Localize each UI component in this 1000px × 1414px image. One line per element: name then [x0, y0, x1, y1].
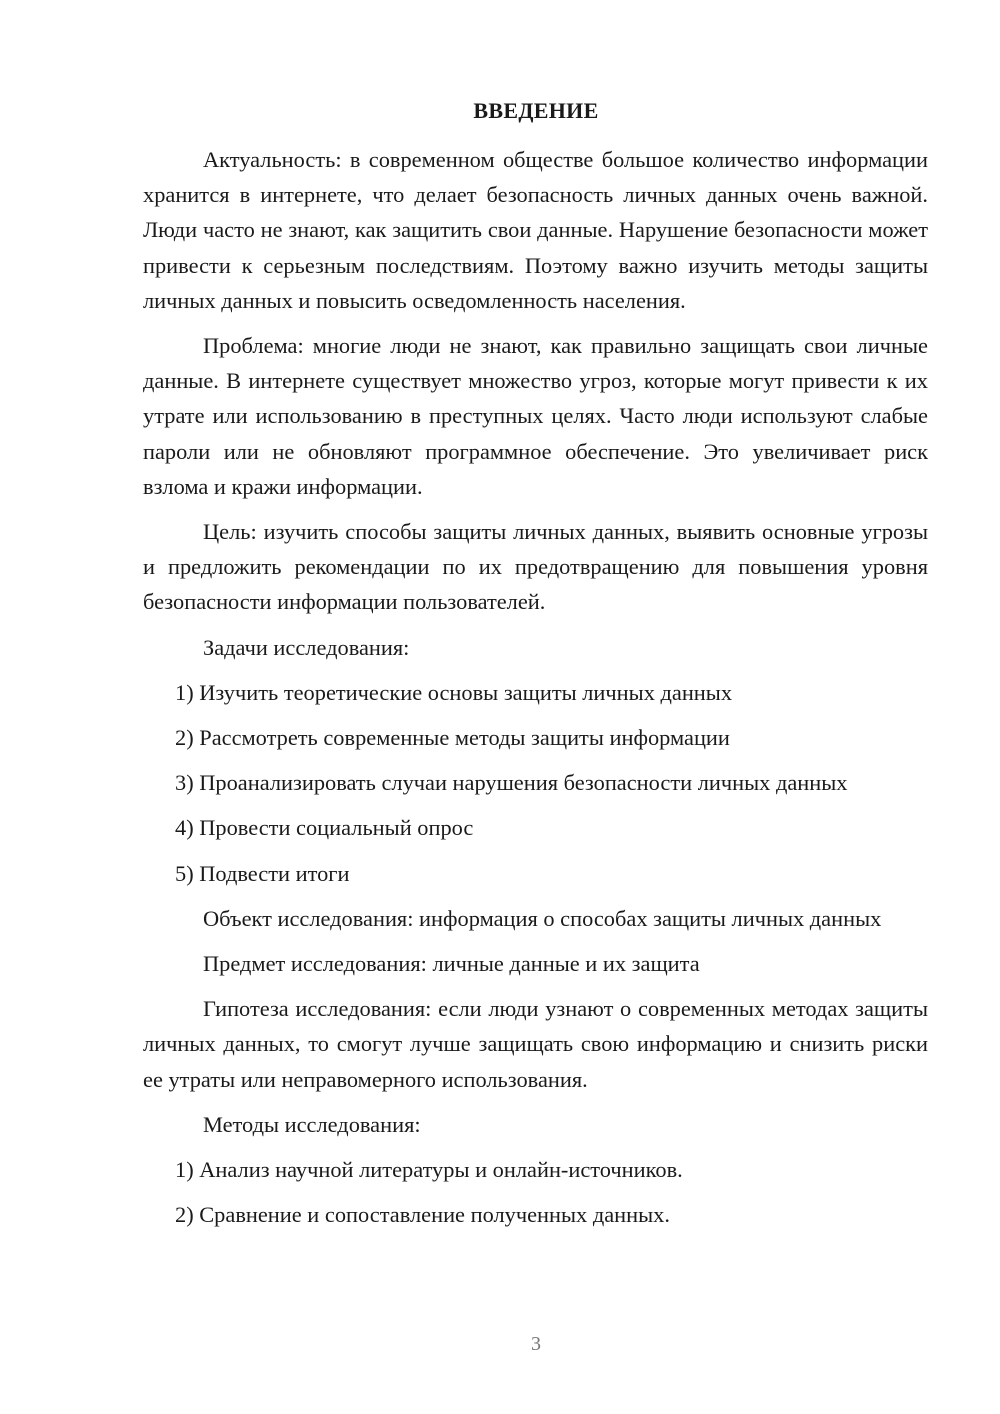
list-item: 1) Анализ научной литературы и онлайн-источников.: [175, 1157, 683, 1183]
paragraph-hypothesis: Гипотеза исследования: если люди узнают о современных методах защиты личных данных, то смогут лучше защищать свою информацию и снизить риски ее утраты или неправомерного использования.: [143, 996, 928, 1092]
list-item: 5) Подвести итоги: [175, 860, 350, 886]
paragraph-methods-heading: Методы исследования:: [203, 1111, 421, 1137]
section-title: ВВЕДЕНИЕ: [473, 98, 599, 123]
body-text: [143, 142, 928, 1242]
list-item: 3) Проанализировать случаи нарушения безопасности личных данных: [175, 770, 848, 796]
paragraph-subject: Предмет исследования: личные данные и их защита: [203, 951, 700, 977]
paragraph-goal: Цель: изучить способы защиты личных данных, выявить основные угрозы и предложить рекомендации по их предотвращению для повышения уровня безопасности информации пользователей.: [143, 519, 928, 615]
paragraph-object: Объект исследования: информация о способах защиты личных данных: [203, 905, 882, 931]
paragraph-tasks-heading: Задачи исследования:: [203, 634, 410, 660]
list-item: 2) Сравнение и сопоставление полученных данных.: [175, 1202, 670, 1228]
list-item: 4) Провести социальный опрос: [175, 815, 474, 841]
list-item: 2) Рассмотреть современные методы защиты информации: [175, 725, 730, 751]
page-number: 3: [531, 1333, 541, 1355]
list-item: 1) Изучить теоретические основы защиты личных данных: [175, 679, 733, 705]
paragraph-problem: Проблема: многие люди не знают, как правильно защищать свои личные данные. В интернете существует множество угроз, которые могут привести к их утрате или использованию в преступных целях. Часто люди используют слабые пароли или не обновляют программное обеспечение. Это увеличивает риск взлома и кражи информации.: [143, 333, 928, 499]
paragraph-relevance: Актуальность: в современном обществе большое количество информации хранится в интернете, что делает безопасность личных данных очень важной. Люди часто не знают, как защитить свои данные. Нарушение безопасности может привести к серьезным последствиям. Поэтому важно изучить методы защиты личных данных и повысить осведомленность населения.: [143, 147, 928, 313]
